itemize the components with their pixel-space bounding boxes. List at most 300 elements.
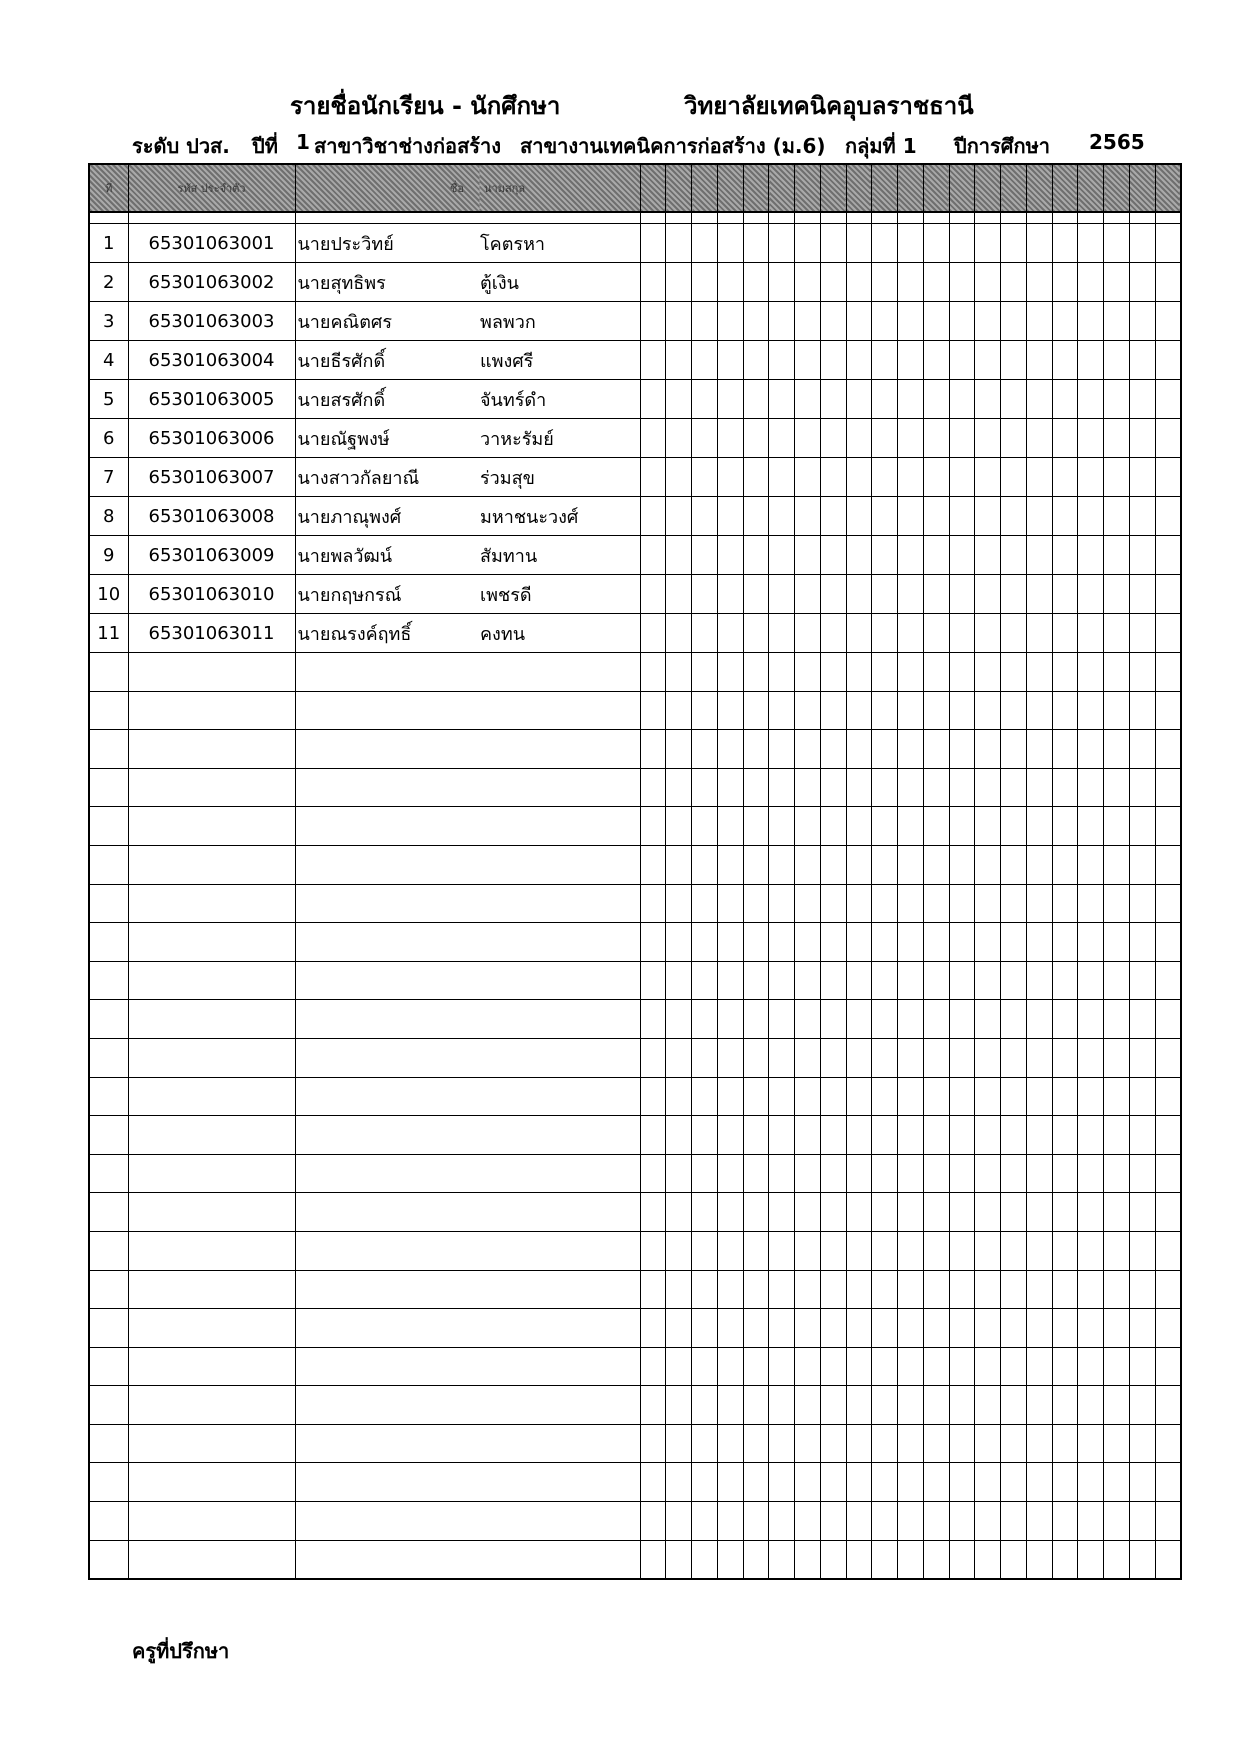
attendance-cell[interactable] bbox=[898, 536, 924, 575]
attendance-cell[interactable] bbox=[820, 691, 846, 730]
attendance-cell[interactable] bbox=[1129, 341, 1155, 380]
attendance-cell[interactable] bbox=[717, 341, 743, 380]
attendance-cell[interactable] bbox=[1026, 1540, 1052, 1579]
attendance-cell[interactable] bbox=[1155, 1386, 1181, 1425]
attendance-cell[interactable] bbox=[1001, 224, 1027, 263]
attendance-cell[interactable] bbox=[769, 614, 795, 653]
attendance-cell[interactable] bbox=[1001, 341, 1027, 380]
attendance-cell[interactable] bbox=[1155, 691, 1181, 730]
attendance-cell[interactable] bbox=[898, 1270, 924, 1309]
attendance-cell[interactable] bbox=[666, 884, 692, 923]
attendance-cell[interactable] bbox=[1129, 653, 1155, 692]
attendance-cell[interactable] bbox=[692, 1231, 718, 1270]
attendance-cell[interactable] bbox=[743, 419, 769, 458]
attendance-cell[interactable] bbox=[898, 845, 924, 884]
attendance-cell[interactable] bbox=[717, 653, 743, 692]
attendance-cell[interactable] bbox=[872, 768, 898, 807]
attendance-cell[interactable] bbox=[1026, 302, 1052, 341]
attendance-cell[interactable] bbox=[1052, 224, 1078, 263]
attendance-cell[interactable] bbox=[717, 1424, 743, 1463]
attendance-cell[interactable] bbox=[666, 1463, 692, 1502]
attendance-cell[interactable] bbox=[820, 768, 846, 807]
attendance-cell[interactable] bbox=[692, 691, 718, 730]
attendance-cell[interactable] bbox=[975, 458, 1001, 497]
attendance-cell[interactable] bbox=[717, 1270, 743, 1309]
attendance-cell[interactable] bbox=[1104, 614, 1130, 653]
attendance-cell[interactable] bbox=[949, 1540, 975, 1579]
attendance-cell[interactable] bbox=[640, 1540, 666, 1579]
attendance-cell[interactable] bbox=[1052, 1193, 1078, 1232]
attendance-cell[interactable] bbox=[717, 807, 743, 846]
attendance-cell[interactable] bbox=[1104, 845, 1130, 884]
attendance-cell[interactable] bbox=[1001, 536, 1027, 575]
attendance-cell[interactable] bbox=[1001, 1270, 1027, 1309]
attendance-cell[interactable] bbox=[743, 1502, 769, 1541]
attendance-cell[interactable] bbox=[1052, 884, 1078, 923]
attendance-cell[interactable] bbox=[923, 845, 949, 884]
attendance-cell[interactable] bbox=[1155, 1270, 1181, 1309]
attendance-cell[interactable] bbox=[1078, 302, 1104, 341]
attendance-cell[interactable] bbox=[1078, 1000, 1104, 1039]
attendance-cell[interactable] bbox=[717, 923, 743, 962]
attendance-cell[interactable] bbox=[743, 497, 769, 536]
attendance-cell[interactable] bbox=[769, 1347, 795, 1386]
attendance-cell[interactable] bbox=[872, 691, 898, 730]
attendance-cell[interactable] bbox=[1104, 730, 1130, 769]
attendance-cell[interactable] bbox=[1129, 1540, 1155, 1579]
attendance-cell[interactable] bbox=[717, 458, 743, 497]
attendance-cell[interactable] bbox=[846, 1193, 872, 1232]
attendance-cell[interactable] bbox=[1155, 1540, 1181, 1579]
attendance-cell[interactable] bbox=[769, 1424, 795, 1463]
attendance-cell[interactable] bbox=[872, 884, 898, 923]
attendance-cell[interactable] bbox=[1052, 380, 1078, 419]
attendance-cell[interactable] bbox=[717, 419, 743, 458]
attendance-cell[interactable] bbox=[846, 961, 872, 1000]
attendance-cell[interactable] bbox=[640, 614, 666, 653]
attendance-cell[interactable] bbox=[949, 691, 975, 730]
attendance-cell[interactable] bbox=[769, 653, 795, 692]
attendance-cell[interactable] bbox=[898, 1231, 924, 1270]
attendance-cell[interactable] bbox=[872, 1540, 898, 1579]
attendance-cell[interactable] bbox=[1001, 1231, 1027, 1270]
attendance-cell[interactable] bbox=[1155, 653, 1181, 692]
attendance-cell[interactable] bbox=[1052, 961, 1078, 1000]
attendance-cell[interactable] bbox=[640, 807, 666, 846]
attendance-cell[interactable] bbox=[1104, 302, 1130, 341]
attendance-cell[interactable] bbox=[743, 1386, 769, 1425]
attendance-cell[interactable] bbox=[743, 768, 769, 807]
attendance-cell[interactable] bbox=[975, 224, 1001, 263]
attendance-cell[interactable] bbox=[872, 1154, 898, 1193]
attendance-cell[interactable] bbox=[846, 302, 872, 341]
attendance-cell[interactable] bbox=[1155, 1424, 1181, 1463]
attendance-cell[interactable] bbox=[1155, 1463, 1181, 1502]
attendance-cell[interactable] bbox=[769, 768, 795, 807]
attendance-cell[interactable] bbox=[820, 263, 846, 302]
attendance-cell[interactable] bbox=[1104, 224, 1130, 263]
attendance-cell[interactable] bbox=[1052, 1463, 1078, 1502]
attendance-cell[interactable] bbox=[1052, 1000, 1078, 1039]
attendance-cell[interactable] bbox=[769, 1154, 795, 1193]
attendance-cell[interactable] bbox=[640, 1154, 666, 1193]
attendance-cell[interactable] bbox=[1104, 768, 1130, 807]
attendance-cell[interactable] bbox=[846, 1386, 872, 1425]
attendance-cell[interactable] bbox=[1129, 1309, 1155, 1348]
attendance-cell[interactable] bbox=[1104, 1540, 1130, 1579]
attendance-cell[interactable] bbox=[923, 341, 949, 380]
attendance-cell[interactable] bbox=[1001, 380, 1027, 419]
attendance-cell[interactable] bbox=[949, 224, 975, 263]
attendance-cell[interactable] bbox=[1155, 497, 1181, 536]
attendance-cell[interactable] bbox=[898, 1463, 924, 1502]
attendance-cell[interactable] bbox=[1078, 1077, 1104, 1116]
attendance-cell[interactable] bbox=[640, 1193, 666, 1232]
attendance-cell[interactable] bbox=[975, 1154, 1001, 1193]
attendance-cell[interactable] bbox=[692, 380, 718, 419]
attendance-cell[interactable] bbox=[872, 302, 898, 341]
attendance-cell[interactable] bbox=[640, 1309, 666, 1348]
attendance-cell[interactable] bbox=[923, 458, 949, 497]
attendance-cell[interactable] bbox=[846, 263, 872, 302]
attendance-cell[interactable] bbox=[717, 1347, 743, 1386]
attendance-cell[interactable] bbox=[717, 1154, 743, 1193]
attendance-cell[interactable] bbox=[820, 419, 846, 458]
attendance-cell[interactable] bbox=[692, 1270, 718, 1309]
attendance-cell[interactable] bbox=[769, 1309, 795, 1348]
attendance-cell[interactable] bbox=[820, 1231, 846, 1270]
attendance-cell[interactable] bbox=[872, 497, 898, 536]
attendance-cell[interactable] bbox=[1104, 341, 1130, 380]
attendance-cell[interactable] bbox=[692, 614, 718, 653]
attendance-cell[interactable] bbox=[1052, 497, 1078, 536]
attendance-cell[interactable] bbox=[1155, 1347, 1181, 1386]
attendance-cell[interactable] bbox=[795, 1347, 821, 1386]
attendance-cell[interactable] bbox=[1001, 1424, 1027, 1463]
attendance-cell[interactable] bbox=[1104, 1077, 1130, 1116]
attendance-cell[interactable] bbox=[743, 1309, 769, 1348]
attendance-cell[interactable] bbox=[717, 1193, 743, 1232]
attendance-cell[interactable] bbox=[1026, 380, 1052, 419]
attendance-cell[interactable] bbox=[898, 419, 924, 458]
attendance-cell[interactable] bbox=[975, 380, 1001, 419]
attendance-cell[interactable] bbox=[923, 923, 949, 962]
attendance-cell[interactable] bbox=[872, 575, 898, 614]
attendance-cell[interactable] bbox=[717, 1502, 743, 1541]
attendance-cell[interactable] bbox=[717, 961, 743, 1000]
attendance-cell[interactable] bbox=[640, 1231, 666, 1270]
attendance-cell[interactable] bbox=[1155, 807, 1181, 846]
attendance-cell[interactable] bbox=[975, 263, 1001, 302]
attendance-cell[interactable] bbox=[717, 884, 743, 923]
attendance-cell[interactable] bbox=[1155, 263, 1181, 302]
attendance-cell[interactable] bbox=[769, 961, 795, 1000]
attendance-cell[interactable] bbox=[692, 1077, 718, 1116]
attendance-cell[interactable] bbox=[1052, 341, 1078, 380]
attendance-cell[interactable] bbox=[717, 614, 743, 653]
attendance-cell[interactable] bbox=[692, 884, 718, 923]
attendance-cell[interactable] bbox=[743, 1270, 769, 1309]
attendance-cell[interactable] bbox=[1155, 536, 1181, 575]
attendance-cell[interactable] bbox=[898, 497, 924, 536]
attendance-cell[interactable] bbox=[898, 302, 924, 341]
attendance-cell[interactable] bbox=[820, 614, 846, 653]
attendance-cell[interactable] bbox=[975, 497, 1001, 536]
attendance-cell[interactable] bbox=[692, 263, 718, 302]
attendance-cell[interactable] bbox=[1078, 1231, 1104, 1270]
attendance-cell[interactable] bbox=[795, 1270, 821, 1309]
attendance-cell[interactable] bbox=[872, 224, 898, 263]
attendance-cell[interactable] bbox=[820, 380, 846, 419]
attendance-cell[interactable] bbox=[923, 807, 949, 846]
attendance-cell[interactable] bbox=[692, 224, 718, 263]
attendance-cell[interactable] bbox=[1078, 341, 1104, 380]
attendance-cell[interactable] bbox=[1052, 923, 1078, 962]
attendance-cell[interactable] bbox=[1104, 1424, 1130, 1463]
attendance-cell[interactable] bbox=[769, 341, 795, 380]
attendance-cell[interactable] bbox=[769, 536, 795, 575]
attendance-cell[interactable] bbox=[666, 1540, 692, 1579]
attendance-cell[interactable] bbox=[743, 961, 769, 1000]
attendance-cell[interactable] bbox=[692, 1154, 718, 1193]
attendance-cell[interactable] bbox=[1001, 653, 1027, 692]
attendance-cell[interactable] bbox=[1026, 1116, 1052, 1155]
attendance-cell[interactable] bbox=[1026, 458, 1052, 497]
attendance-cell[interactable] bbox=[949, 1154, 975, 1193]
attendance-cell[interactable] bbox=[872, 1038, 898, 1077]
attendance-cell[interactable] bbox=[769, 691, 795, 730]
attendance-cell[interactable] bbox=[769, 845, 795, 884]
attendance-cell[interactable] bbox=[1104, 1270, 1130, 1309]
attendance-cell[interactable] bbox=[949, 1231, 975, 1270]
attendance-cell[interactable] bbox=[769, 1038, 795, 1077]
attendance-cell[interactable] bbox=[1001, 1347, 1027, 1386]
attendance-cell[interactable] bbox=[975, 1463, 1001, 1502]
attendance-cell[interactable] bbox=[717, 1540, 743, 1579]
attendance-cell[interactable] bbox=[923, 1116, 949, 1155]
attendance-cell[interactable] bbox=[975, 730, 1001, 769]
attendance-cell[interactable] bbox=[1026, 1193, 1052, 1232]
attendance-cell[interactable] bbox=[1078, 1270, 1104, 1309]
attendance-cell[interactable] bbox=[640, 1502, 666, 1541]
attendance-cell[interactable] bbox=[820, 224, 846, 263]
attendance-cell[interactable] bbox=[923, 1424, 949, 1463]
attendance-cell[interactable] bbox=[743, 1038, 769, 1077]
attendance-cell[interactable] bbox=[666, 923, 692, 962]
attendance-cell[interactable] bbox=[975, 1077, 1001, 1116]
attendance-cell[interactable] bbox=[1078, 730, 1104, 769]
attendance-cell[interactable] bbox=[923, 768, 949, 807]
attendance-cell[interactable] bbox=[846, 497, 872, 536]
attendance-cell[interactable] bbox=[666, 263, 692, 302]
attendance-cell[interactable] bbox=[795, 419, 821, 458]
attendance-cell[interactable] bbox=[1026, 1077, 1052, 1116]
attendance-cell[interactable] bbox=[975, 341, 1001, 380]
attendance-cell[interactable] bbox=[1026, 497, 1052, 536]
attendance-cell[interactable] bbox=[1052, 263, 1078, 302]
attendance-cell[interactable] bbox=[717, 263, 743, 302]
attendance-cell[interactable] bbox=[975, 1270, 1001, 1309]
attendance-cell[interactable] bbox=[872, 1193, 898, 1232]
attendance-cell[interactable] bbox=[1129, 768, 1155, 807]
attendance-cell[interactable] bbox=[666, 1502, 692, 1541]
attendance-cell[interactable] bbox=[692, 1424, 718, 1463]
attendance-cell[interactable] bbox=[769, 1193, 795, 1232]
attendance-cell[interactable] bbox=[1129, 884, 1155, 923]
attendance-cell[interactable] bbox=[1078, 1540, 1104, 1579]
attendance-cell[interactable] bbox=[949, 614, 975, 653]
attendance-cell[interactable] bbox=[820, 1193, 846, 1232]
attendance-cell[interactable] bbox=[898, 1038, 924, 1077]
attendance-cell[interactable] bbox=[1129, 923, 1155, 962]
attendance-cell[interactable] bbox=[1129, 845, 1155, 884]
attendance-cell[interactable] bbox=[820, 961, 846, 1000]
attendance-cell[interactable] bbox=[1155, 845, 1181, 884]
attendance-cell[interactable] bbox=[692, 497, 718, 536]
attendance-cell[interactable] bbox=[1026, 1424, 1052, 1463]
attendance-cell[interactable] bbox=[872, 923, 898, 962]
attendance-cell[interactable] bbox=[820, 1424, 846, 1463]
attendance-cell[interactable] bbox=[795, 263, 821, 302]
attendance-cell[interactable] bbox=[923, 961, 949, 1000]
attendance-cell[interactable] bbox=[898, 614, 924, 653]
attendance-cell[interactable] bbox=[1052, 419, 1078, 458]
attendance-cell[interactable] bbox=[975, 1231, 1001, 1270]
attendance-cell[interactable] bbox=[1129, 1347, 1155, 1386]
attendance-cell[interactable] bbox=[1001, 302, 1027, 341]
attendance-cell[interactable] bbox=[692, 1386, 718, 1425]
attendance-cell[interactable] bbox=[769, 1463, 795, 1502]
attendance-cell[interactable] bbox=[975, 614, 1001, 653]
attendance-cell[interactable] bbox=[1129, 614, 1155, 653]
attendance-cell[interactable] bbox=[1129, 807, 1155, 846]
attendance-cell[interactable] bbox=[1052, 302, 1078, 341]
attendance-cell[interactable] bbox=[898, 923, 924, 962]
attendance-cell[interactable] bbox=[1026, 1038, 1052, 1077]
attendance-cell[interactable] bbox=[1155, 302, 1181, 341]
attendance-cell[interactable] bbox=[640, 302, 666, 341]
attendance-cell[interactable] bbox=[795, 653, 821, 692]
attendance-cell[interactable] bbox=[640, 1270, 666, 1309]
attendance-cell[interactable] bbox=[640, 380, 666, 419]
attendance-cell[interactable] bbox=[717, 1000, 743, 1039]
attendance-cell[interactable] bbox=[898, 961, 924, 1000]
attendance-cell[interactable] bbox=[666, 768, 692, 807]
attendance-cell[interactable] bbox=[666, 1309, 692, 1348]
attendance-cell[interactable] bbox=[795, 1424, 821, 1463]
attendance-cell[interactable] bbox=[640, 1386, 666, 1425]
attendance-cell[interactable] bbox=[1001, 419, 1027, 458]
attendance-cell[interactable] bbox=[1026, 1309, 1052, 1348]
attendance-cell[interactable] bbox=[949, 302, 975, 341]
attendance-cell[interactable] bbox=[923, 575, 949, 614]
attendance-cell[interactable] bbox=[1078, 1309, 1104, 1348]
attendance-cell[interactable] bbox=[795, 807, 821, 846]
attendance-cell[interactable] bbox=[640, 691, 666, 730]
attendance-cell[interactable] bbox=[769, 1540, 795, 1579]
attendance-cell[interactable] bbox=[743, 1424, 769, 1463]
attendance-cell[interactable] bbox=[769, 302, 795, 341]
attendance-cell[interactable] bbox=[1001, 884, 1027, 923]
attendance-cell[interactable] bbox=[692, 1347, 718, 1386]
attendance-cell[interactable] bbox=[795, 1116, 821, 1155]
attendance-cell[interactable] bbox=[1052, 1424, 1078, 1463]
attendance-cell[interactable] bbox=[743, 1077, 769, 1116]
attendance-cell[interactable] bbox=[666, 1270, 692, 1309]
attendance-cell[interactable] bbox=[1104, 691, 1130, 730]
attendance-cell[interactable] bbox=[898, 458, 924, 497]
attendance-cell[interactable] bbox=[949, 768, 975, 807]
attendance-cell[interactable] bbox=[692, 1463, 718, 1502]
attendance-cell[interactable] bbox=[846, 1502, 872, 1541]
attendance-cell[interactable] bbox=[846, 1463, 872, 1502]
attendance-cell[interactable] bbox=[1104, 1154, 1130, 1193]
attendance-cell[interactable] bbox=[872, 1309, 898, 1348]
attendance-cell[interactable] bbox=[769, 458, 795, 497]
attendance-cell[interactable] bbox=[640, 730, 666, 769]
attendance-cell[interactable] bbox=[898, 380, 924, 419]
attendance-cell[interactable] bbox=[1001, 1386, 1027, 1425]
attendance-cell[interactable] bbox=[923, 730, 949, 769]
attendance-cell[interactable] bbox=[949, 341, 975, 380]
attendance-cell[interactable] bbox=[1129, 1424, 1155, 1463]
attendance-cell[interactable] bbox=[1155, 224, 1181, 263]
attendance-cell[interactable] bbox=[1026, 845, 1052, 884]
attendance-cell[interactable] bbox=[640, 458, 666, 497]
attendance-cell[interactable] bbox=[923, 224, 949, 263]
attendance-cell[interactable] bbox=[1104, 807, 1130, 846]
attendance-cell[interactable] bbox=[872, 1502, 898, 1541]
attendance-cell[interactable] bbox=[1155, 923, 1181, 962]
attendance-cell[interactable] bbox=[820, 536, 846, 575]
attendance-cell[interactable] bbox=[1052, 1231, 1078, 1270]
attendance-cell[interactable] bbox=[1155, 1309, 1181, 1348]
attendance-cell[interactable] bbox=[1104, 1116, 1130, 1155]
attendance-cell[interactable] bbox=[1052, 845, 1078, 884]
attendance-cell[interactable] bbox=[923, 380, 949, 419]
attendance-cell[interactable] bbox=[949, 1038, 975, 1077]
attendance-cell[interactable] bbox=[795, 575, 821, 614]
attendance-cell[interactable] bbox=[666, 380, 692, 419]
attendance-cell[interactable] bbox=[769, 1386, 795, 1425]
attendance-cell[interactable] bbox=[743, 1193, 769, 1232]
attendance-cell[interactable] bbox=[692, 1038, 718, 1077]
attendance-cell[interactable] bbox=[846, 536, 872, 575]
attendance-cell[interactable] bbox=[975, 1193, 1001, 1232]
attendance-cell[interactable] bbox=[923, 1038, 949, 1077]
attendance-cell[interactable] bbox=[949, 1347, 975, 1386]
attendance-cell[interactable] bbox=[846, 1038, 872, 1077]
attendance-cell[interactable] bbox=[692, 653, 718, 692]
attendance-cell[interactable] bbox=[898, 730, 924, 769]
attendance-cell[interactable] bbox=[769, 1116, 795, 1155]
attendance-cell[interactable] bbox=[1078, 1038, 1104, 1077]
attendance-cell[interactable] bbox=[666, 1231, 692, 1270]
attendance-cell[interactable] bbox=[769, 263, 795, 302]
attendance-cell[interactable] bbox=[1001, 614, 1027, 653]
attendance-cell[interactable] bbox=[1078, 1154, 1104, 1193]
attendance-cell[interactable] bbox=[1155, 730, 1181, 769]
attendance-cell[interactable] bbox=[640, 1347, 666, 1386]
attendance-cell[interactable] bbox=[795, 961, 821, 1000]
attendance-cell[interactable] bbox=[743, 341, 769, 380]
attendance-cell[interactable] bbox=[923, 263, 949, 302]
attendance-cell[interactable] bbox=[666, 224, 692, 263]
attendance-cell[interactable] bbox=[1001, 1077, 1027, 1116]
attendance-cell[interactable] bbox=[666, 691, 692, 730]
attendance-cell[interactable] bbox=[846, 884, 872, 923]
attendance-cell[interactable] bbox=[1104, 1000, 1130, 1039]
